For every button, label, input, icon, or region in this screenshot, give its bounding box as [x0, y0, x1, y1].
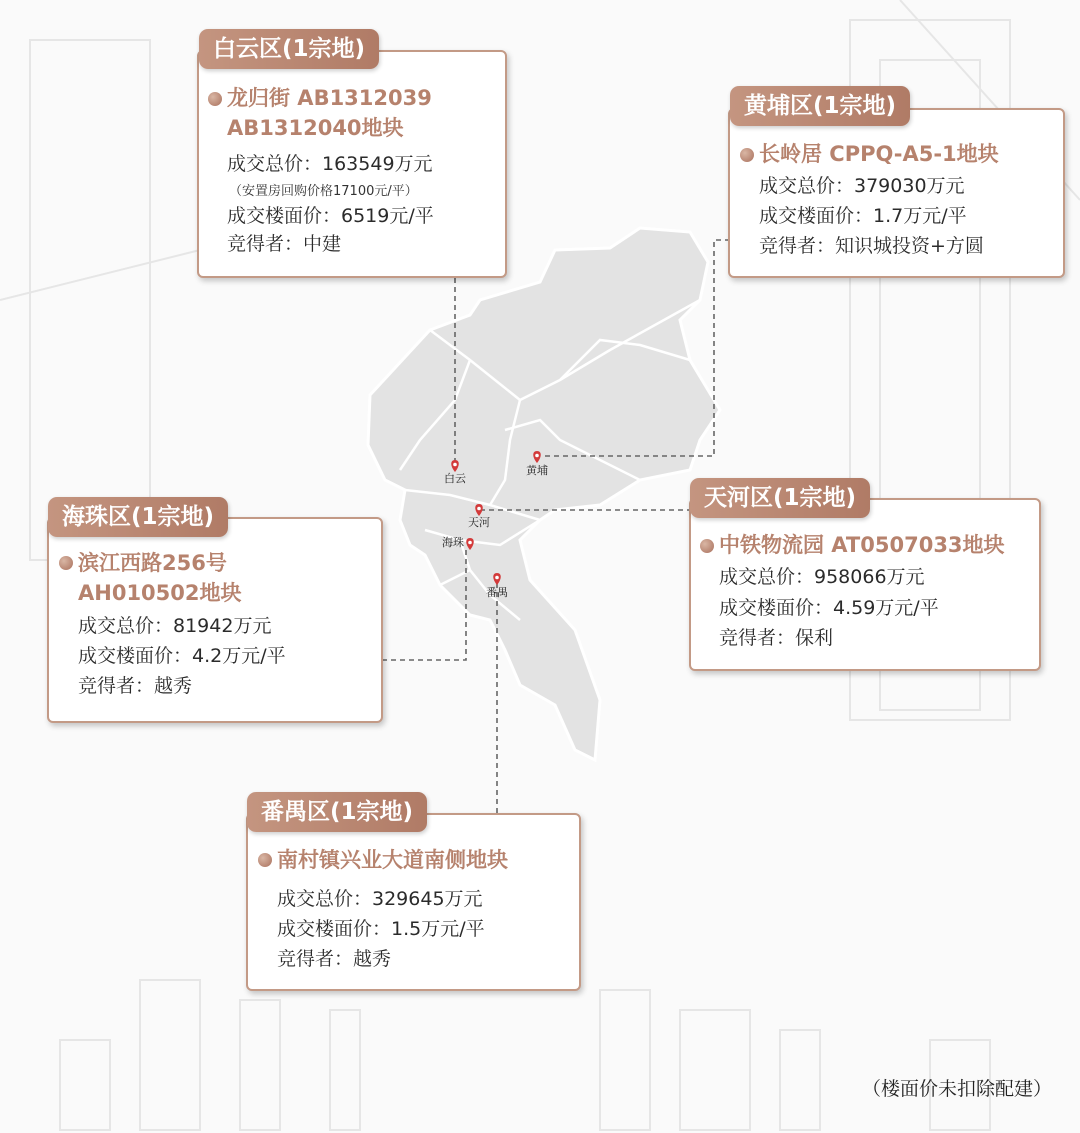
- tianhe-card: [689, 498, 1041, 671]
- baiyun-card: [197, 50, 507, 278]
- resettlement-note: （安置房回购价格17100元/平）: [229, 184, 418, 199]
- floor-price: 成交楼面价：4.2万元/平: [78, 645, 286, 667]
- lot-bullet-icon: [700, 539, 714, 553]
- baiyun-tab: 白云区(1宗地): [199, 29, 379, 69]
- winner: 竞得者：越秀: [277, 948, 392, 970]
- huangpu-card: [728, 108, 1065, 278]
- total-price: 成交总价：329645万元: [277, 888, 483, 910]
- pin-label-haizhu: 海珠: [442, 536, 464, 549]
- lot-name-line1: 长岭居 CPPQ-A5-1地块: [759, 142, 999, 166]
- total-price: 成交总价：379030万元: [759, 175, 965, 197]
- lot-name-line1: 滨江西路256号: [78, 551, 227, 575]
- total-price: 成交总价：81942万元: [78, 615, 272, 637]
- lot-name-line2: AH010502地块: [78, 581, 242, 605]
- floor-price: 成交楼面价：4.59万元/平: [719, 597, 939, 619]
- floor-price: 成交楼面价：1.7万元/平: [759, 205, 967, 227]
- pin-label-tianhe: 天河: [468, 516, 490, 529]
- total-price: 成交总价：958066万元: [719, 566, 925, 588]
- lot-name-line1: 龙归街 AB1312039: [227, 86, 432, 110]
- winner: 竞得者：知识城投资+方圆: [759, 235, 984, 257]
- winner: 竞得者：中建: [227, 233, 342, 255]
- tianhe-tab: 天河区(1宗地): [690, 478, 870, 518]
- lot-name-line1: 中铁物流园 AT0507033地块: [719, 533, 1005, 557]
- panyu-tab: 番禺区(1宗地): [247, 792, 427, 832]
- lot-bullet-icon: [208, 92, 222, 106]
- haizhu-card: [47, 517, 383, 723]
- huangpu-tab: 黄埔区(1宗地): [730, 86, 910, 126]
- floor-price: 成交楼面价：1.5万元/平: [277, 918, 485, 940]
- lot-name-line2: AB1312040地块: [227, 116, 404, 140]
- winner: 竞得者：越秀: [78, 675, 193, 697]
- lot-bullet-icon: [258, 853, 272, 867]
- footnote: （楼面价未扣除配建）: [861, 1078, 1052, 1100]
- winner: 竞得者：保利: [719, 627, 834, 649]
- lot-bullet-icon: [740, 148, 754, 162]
- map-outline: [368, 228, 720, 760]
- floor-price: 成交楼面价：6519元/平: [227, 205, 434, 227]
- pin-label-baiyun: 白云: [444, 472, 466, 485]
- haizhu-tab: 海珠区(1宗地): [48, 497, 228, 537]
- lot-bullet-icon: [59, 556, 73, 570]
- lot-name-line1: 南村镇兴业大道南侧地块: [277, 848, 508, 872]
- panyu-card: [246, 813, 581, 991]
- pin-label-huangpu: 黄埔: [526, 464, 548, 477]
- pin-label-panyu: 番禺: [486, 586, 508, 599]
- total-price: 成交总价：163549万元: [227, 153, 433, 175]
